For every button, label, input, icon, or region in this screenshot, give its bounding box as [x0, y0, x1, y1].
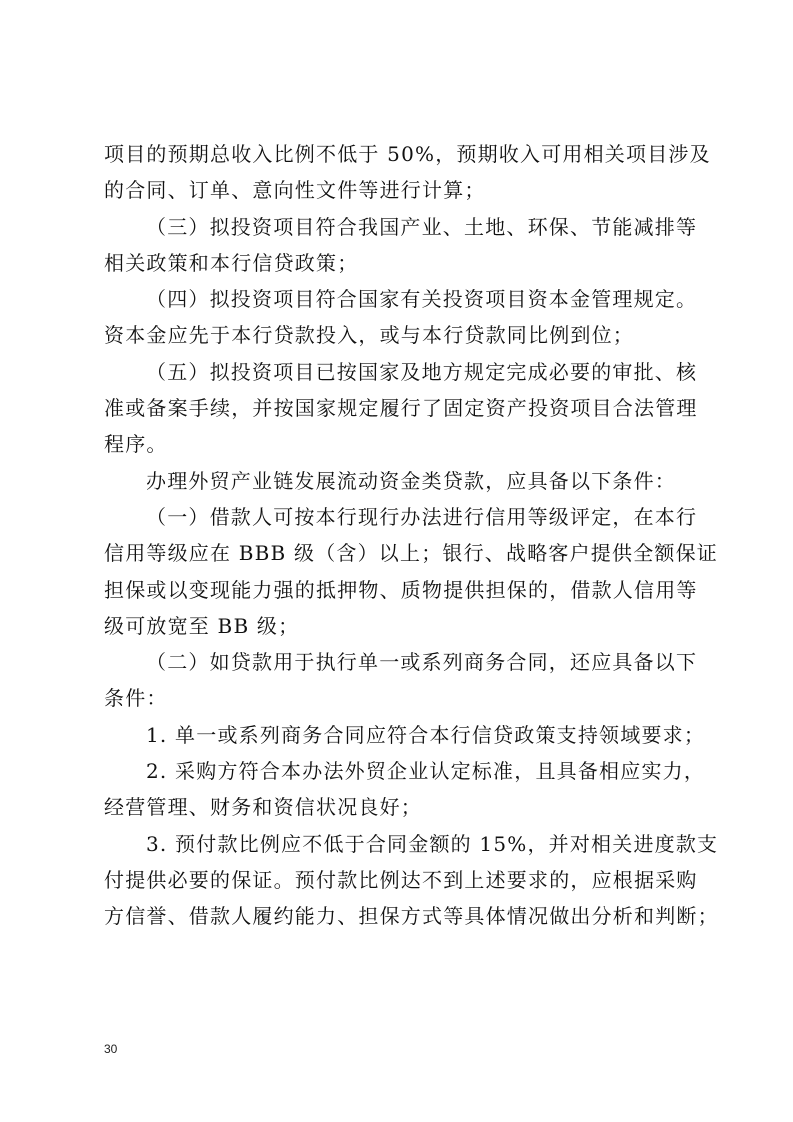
text-line: 准或备案手续，并按国家规定履行了固定资产投资项目合法管理 [104, 396, 698, 421]
text-line: 条件： [104, 686, 168, 711]
page-number: 30 [104, 1042, 118, 1056]
text-line: 3. 预付款比例应不低于合同金额的 15%，并对相关进度款支 [146, 831, 719, 856]
text-line: 项目的预期总收入比例不低于 50%，预期收入可用相关项目涉及 [104, 142, 711, 166]
text-line: （四）拟投资项目符合国家有关投资项目资本金管理规定。 [146, 287, 698, 312]
text-line: 信用等级应在 BBB 级（含）以上；银行、战略客户提供全额保证 [104, 541, 719, 566]
text-line: （一）借款人可按本行现行办法进行信用等级评定，在本行 [146, 504, 698, 529]
text-line: （二）如贷款用于执行单一或系列商务合同，还应具备以下 [146, 650, 698, 675]
text-line: 方信誉、借款人履约能力、担保方式等具体情况做出分析和判断； [104, 904, 719, 929]
text-line: 2. 采购方符合本办法外贸企业认定标准，且具备相应实力， [146, 759, 706, 784]
text-line: 担保或以变现能力强的抵押物、质物提供担保的，借款人信用等 [104, 577, 698, 602]
text-line: 付提供必要的保证。预付款比例达不到上述要求的，应根据采购 [104, 867, 698, 892]
text-line: （三）拟投资项目符合我国产业、土地、环保、节能减排等 [146, 214, 698, 239]
text-line: 办理外贸产业链发展流动资金类贷款，应具备以下条件： [146, 468, 676, 493]
text-line: 资本金应先于本行贷款投入，或与本行贷款同比例到位； [104, 323, 634, 348]
text-line: 的合同、订单、意向性文件等进行计算； [104, 178, 486, 203]
text-line: （五）拟投资项目已按国家及地方规定完成必要的审批、核 [146, 359, 698, 384]
text-line: 级可放宽至 BB 级； [104, 613, 300, 638]
text-line: 1. 单一或系列商务合同应符合本行信贷政策支持领域要求； [146, 722, 706, 747]
text-line: 程序。 [104, 432, 168, 457]
text-line: 经营管理、财务和资信状况良好； [104, 795, 422, 820]
text-line: 相关政策和本行信贷政策； [104, 250, 359, 275]
document-body [104, 136, 719, 935]
